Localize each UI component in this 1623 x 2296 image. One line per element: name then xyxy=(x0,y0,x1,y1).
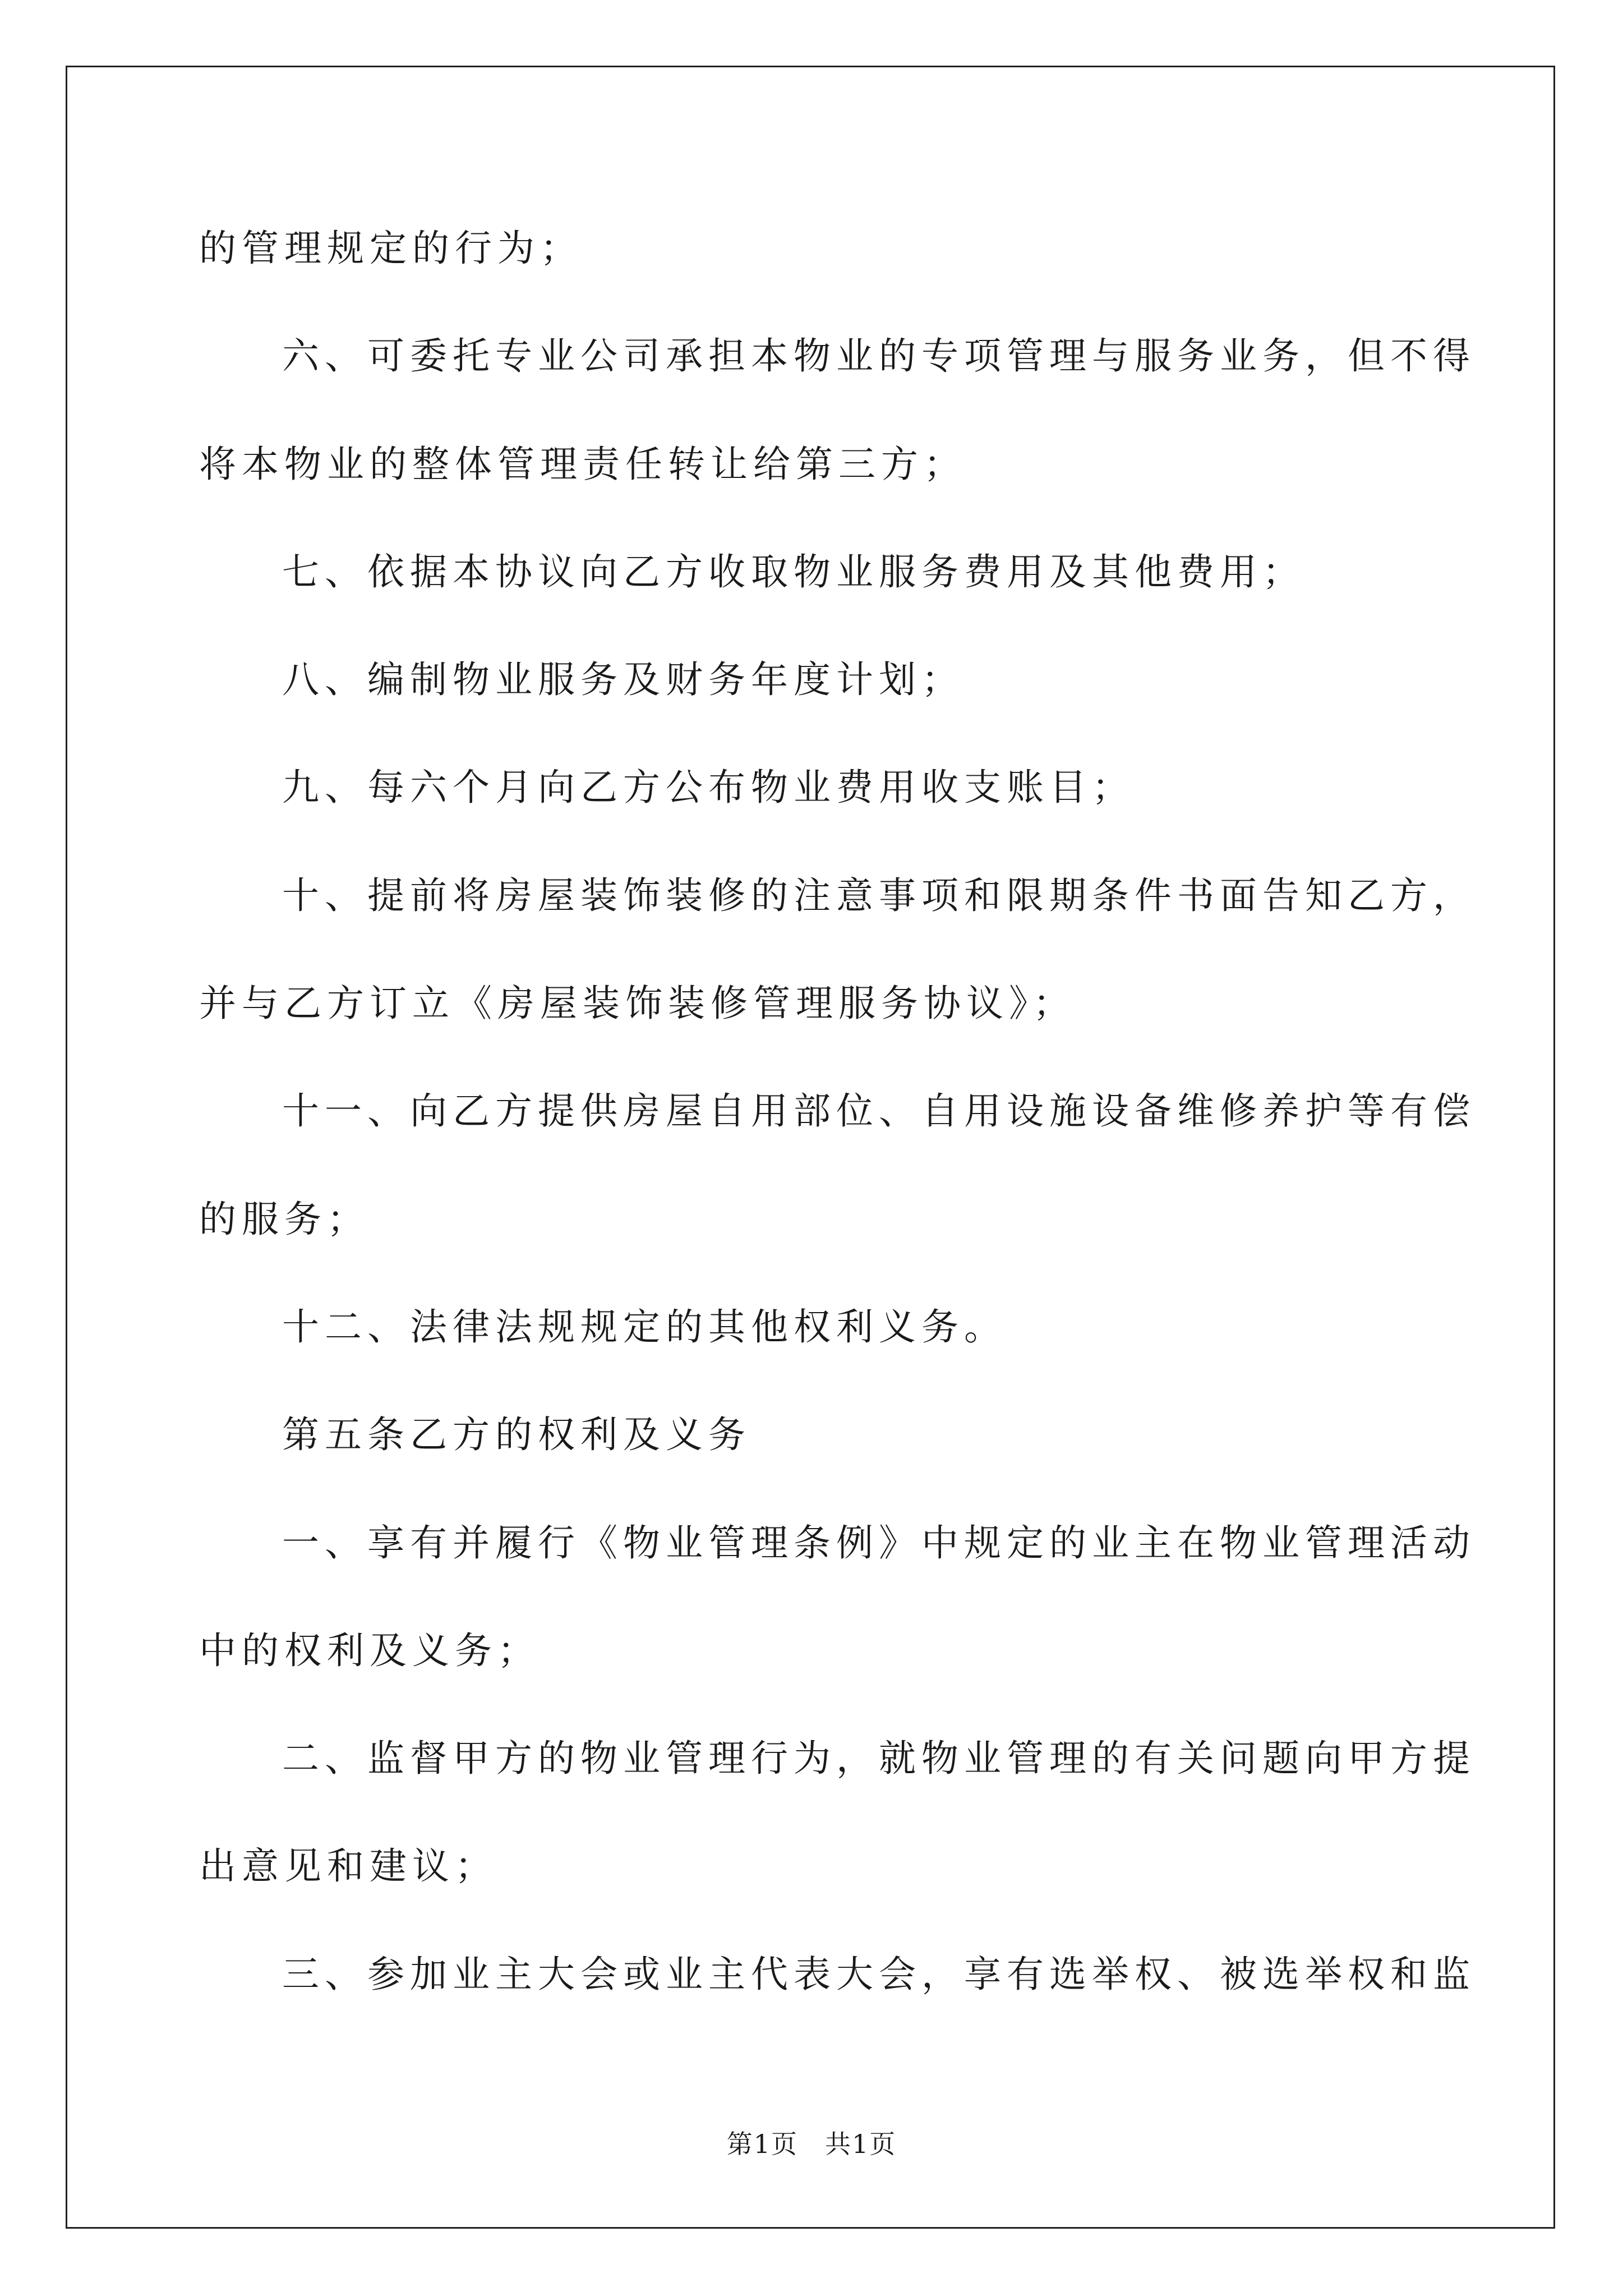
text-line: 三、参加业主大会或业主代表大会，享有选举权、被选举权和监 xyxy=(282,1953,1476,1996)
text-line: 十、提前将房屋装饰装修的注意事项和限期条件书面告知乙方， xyxy=(282,874,1476,917)
text-line: 二、监督甲方的物业管理行为，就物业管理的有关问题向甲方提 xyxy=(282,1737,1476,1780)
text-line: 七、依据本协议向乙方收取物业服务费用及其他费用； xyxy=(282,550,1305,593)
text-line: 八、编制物业服务及财务年度计划； xyxy=(282,658,964,701)
text-line: 中的权利及义务； xyxy=(199,1629,540,1672)
page-border xyxy=(66,66,1555,2229)
text-line: 将本物业的整体管理责任转让给第三方； xyxy=(199,443,966,486)
section-heading: 第五条乙方的权利及义务 xyxy=(282,1413,751,1456)
text-line: 十二、法律法规规定的其他权利义务。 xyxy=(282,1305,1007,1349)
text-line: 的服务； xyxy=(199,1198,370,1241)
text-line: 六、可委托专业公司承担本物业的专项管理与服务业务，但不得 xyxy=(282,334,1476,378)
text-line: 九、每六个月向乙方公布物业费用收支账目； xyxy=(282,766,1135,809)
text-line: 的管理规定的行为； xyxy=(199,227,583,270)
text-line: 十一、向乙方提供房屋自用部位、自用设施设备维修养护等有偿 xyxy=(282,1089,1476,1133)
text-line: 一、享有并履行《物业管理条例》中规定的业主在物业管理活动 xyxy=(282,1521,1476,1565)
text-line: 出意见和建议； xyxy=(199,1844,497,1888)
text-line: 并与乙方订立《房屋装饰装修管理服务协议》； xyxy=(199,982,1076,1025)
page-number: 第1页 共1页 xyxy=(726,2129,897,2159)
